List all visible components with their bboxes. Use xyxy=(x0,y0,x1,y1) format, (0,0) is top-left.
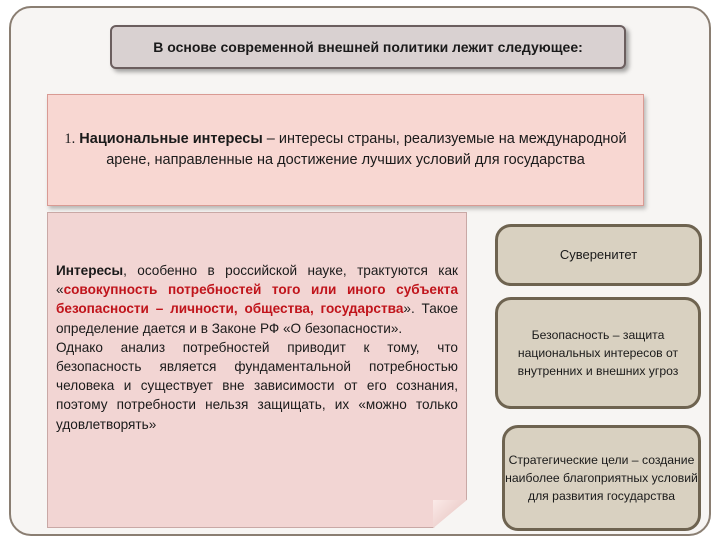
definition-text xyxy=(62,129,629,171)
note-highlight: совокупность потребностей того или иного субъекта безопасности – личности, общества, государства xyxy=(56,282,458,317)
note-after-highlight: ». Такое определение дается и в Законе РФ «О безопасности». xyxy=(56,301,459,336)
slide-title-box xyxy=(110,25,626,69)
definition-number: 1. xyxy=(64,131,76,147)
sovereignty-box xyxy=(495,224,702,286)
slide-title: В основе современной внешней политики лежит следующее: xyxy=(153,39,583,55)
note-body: Однако анализ потребностей приводит к тому, что безопасность является фундаментальной потребностью человека и существует вне зависимости от его сознания, поэтому потребности нельзя защищать, их «можно только удовлетворять» xyxy=(56,339,458,432)
definition-body: – интересы страны, реализуемые на международной арене, направленные на достижение лучших условий для государства xyxy=(106,131,627,168)
security-box xyxy=(495,297,701,409)
note-intro: , особенно в российской науке, трактуются как « xyxy=(56,263,458,298)
note-term: Интересы xyxy=(56,263,124,278)
sovereignty-label: Суверенитет xyxy=(559,247,638,262)
security-label: Безопасность – защита национальных интересов от внутренних и внешних угроз xyxy=(517,328,679,378)
strategic-goals-box xyxy=(502,425,701,531)
strategic-goals-label: Стратегические цели – создание наиболее благоприятных условий для развития государства xyxy=(505,453,698,503)
definition-term: Национальные интересы xyxy=(79,131,263,147)
interests-note-text xyxy=(56,261,458,434)
definition-box xyxy=(47,94,644,206)
